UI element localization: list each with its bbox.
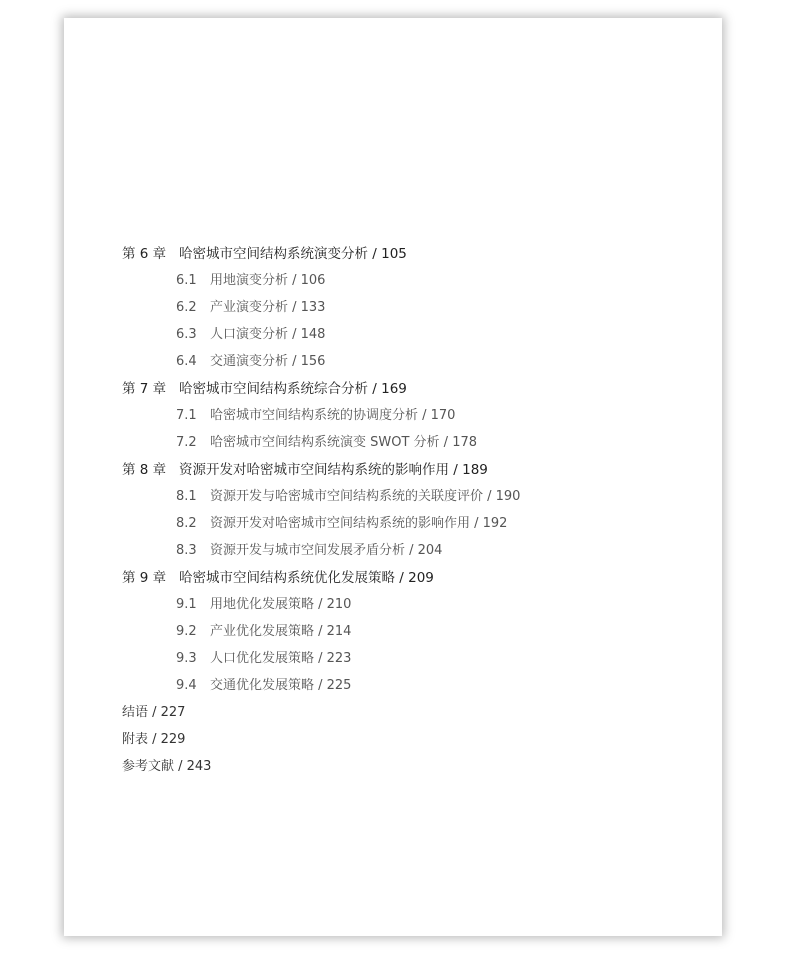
toc-conclusion[interactable] [122,705,185,721]
toc-title: 资源开发与城市空间发展矛盾分析 / 204 [210,543,443,558]
toc-number: 第 8 章 [122,462,167,478]
toc-number: 8.3 [176,543,197,558]
toc-number: 7.1 [176,408,197,423]
toc-number: 6.1 [176,273,197,288]
toc-section-7-2[interactable] [176,435,477,451]
toc-section-6-1[interactable] [176,273,325,289]
toc-title: 资源开发对哈密城市空间结构系统的影响作用 / 192 [210,516,508,531]
toc-title: 用地演变分析 / 106 [210,273,326,288]
toc-title: 附表 / 229 [122,732,186,747]
toc-section-6-3[interactable] [176,327,325,343]
toc-number: 9.3 [176,651,197,666]
toc-title: 哈密城市空间结构系统的协调度分析 / 170 [210,408,456,423]
toc-title: 交通优化发展策略 / 225 [210,678,352,693]
toc-number: 第 6 章 [122,246,167,262]
toc-title: 资源开发对哈密城市空间结构系统的影响作用 / 189 [179,462,488,478]
toc-number: 第 7 章 [122,381,167,397]
toc-number: 9.2 [176,624,197,639]
toc-section-7-1[interactable] [176,408,455,424]
toc-title: 哈密城市空间结构系统演变 SWOT 分析 / 178 [210,435,478,450]
toc-title: 人口演变分析 / 148 [210,327,326,342]
document-page [64,18,722,936]
toc-number: 9.1 [176,597,197,612]
toc-number: 8.1 [176,489,197,504]
toc-section-9-4[interactable] [176,678,351,694]
toc-number: 6.3 [176,327,197,342]
toc-chapter-6[interactable] [122,246,407,262]
toc-title: 产业优化发展策略 / 214 [210,624,352,639]
toc-number: 6.4 [176,354,197,369]
toc-section-9-1[interactable] [176,597,351,613]
toc-chapter-8[interactable] [122,462,488,478]
toc-chapter-7[interactable] [122,381,407,397]
toc-title: 产业演变分析 / 133 [210,300,326,315]
toc-section-8-1[interactable] [176,489,520,505]
toc-section-8-3[interactable] [176,543,442,559]
toc-title: 资源开发与哈密城市空间结构系统的关联度评价 / 190 [210,489,521,504]
toc-appendix[interactable] [122,732,185,748]
toc-title: 哈密城市空间结构系统综合分析 / 169 [179,381,407,397]
toc-title: 交通演变分析 / 156 [210,354,326,369]
toc-section-9-3[interactable] [176,651,351,667]
toc-chapter-9[interactable] [122,570,434,586]
toc-references[interactable] [122,759,211,775]
toc-number: 9.4 [176,678,197,693]
toc-title: 哈密城市空间结构系统优化发展策略 / 209 [179,570,434,586]
toc-section-8-2[interactable] [176,516,507,532]
toc-title: 结语 / 227 [122,705,186,720]
toc-number: 8.2 [176,516,197,531]
toc-title: 哈密城市空间结构系统演变分析 / 105 [179,246,407,262]
toc-section-6-4[interactable] [176,354,325,370]
toc-number: 7.2 [176,435,197,450]
toc-title: 人口优化发展策略 / 223 [210,651,352,666]
toc-number: 6.2 [176,300,197,315]
toc-number: 第 9 章 [122,570,167,586]
toc-title: 参考文献 / 243 [122,759,212,774]
toc-title: 用地优化发展策略 / 210 [210,597,352,612]
toc-section-9-2[interactable] [176,624,351,640]
toc-section-6-2[interactable] [176,300,325,316]
